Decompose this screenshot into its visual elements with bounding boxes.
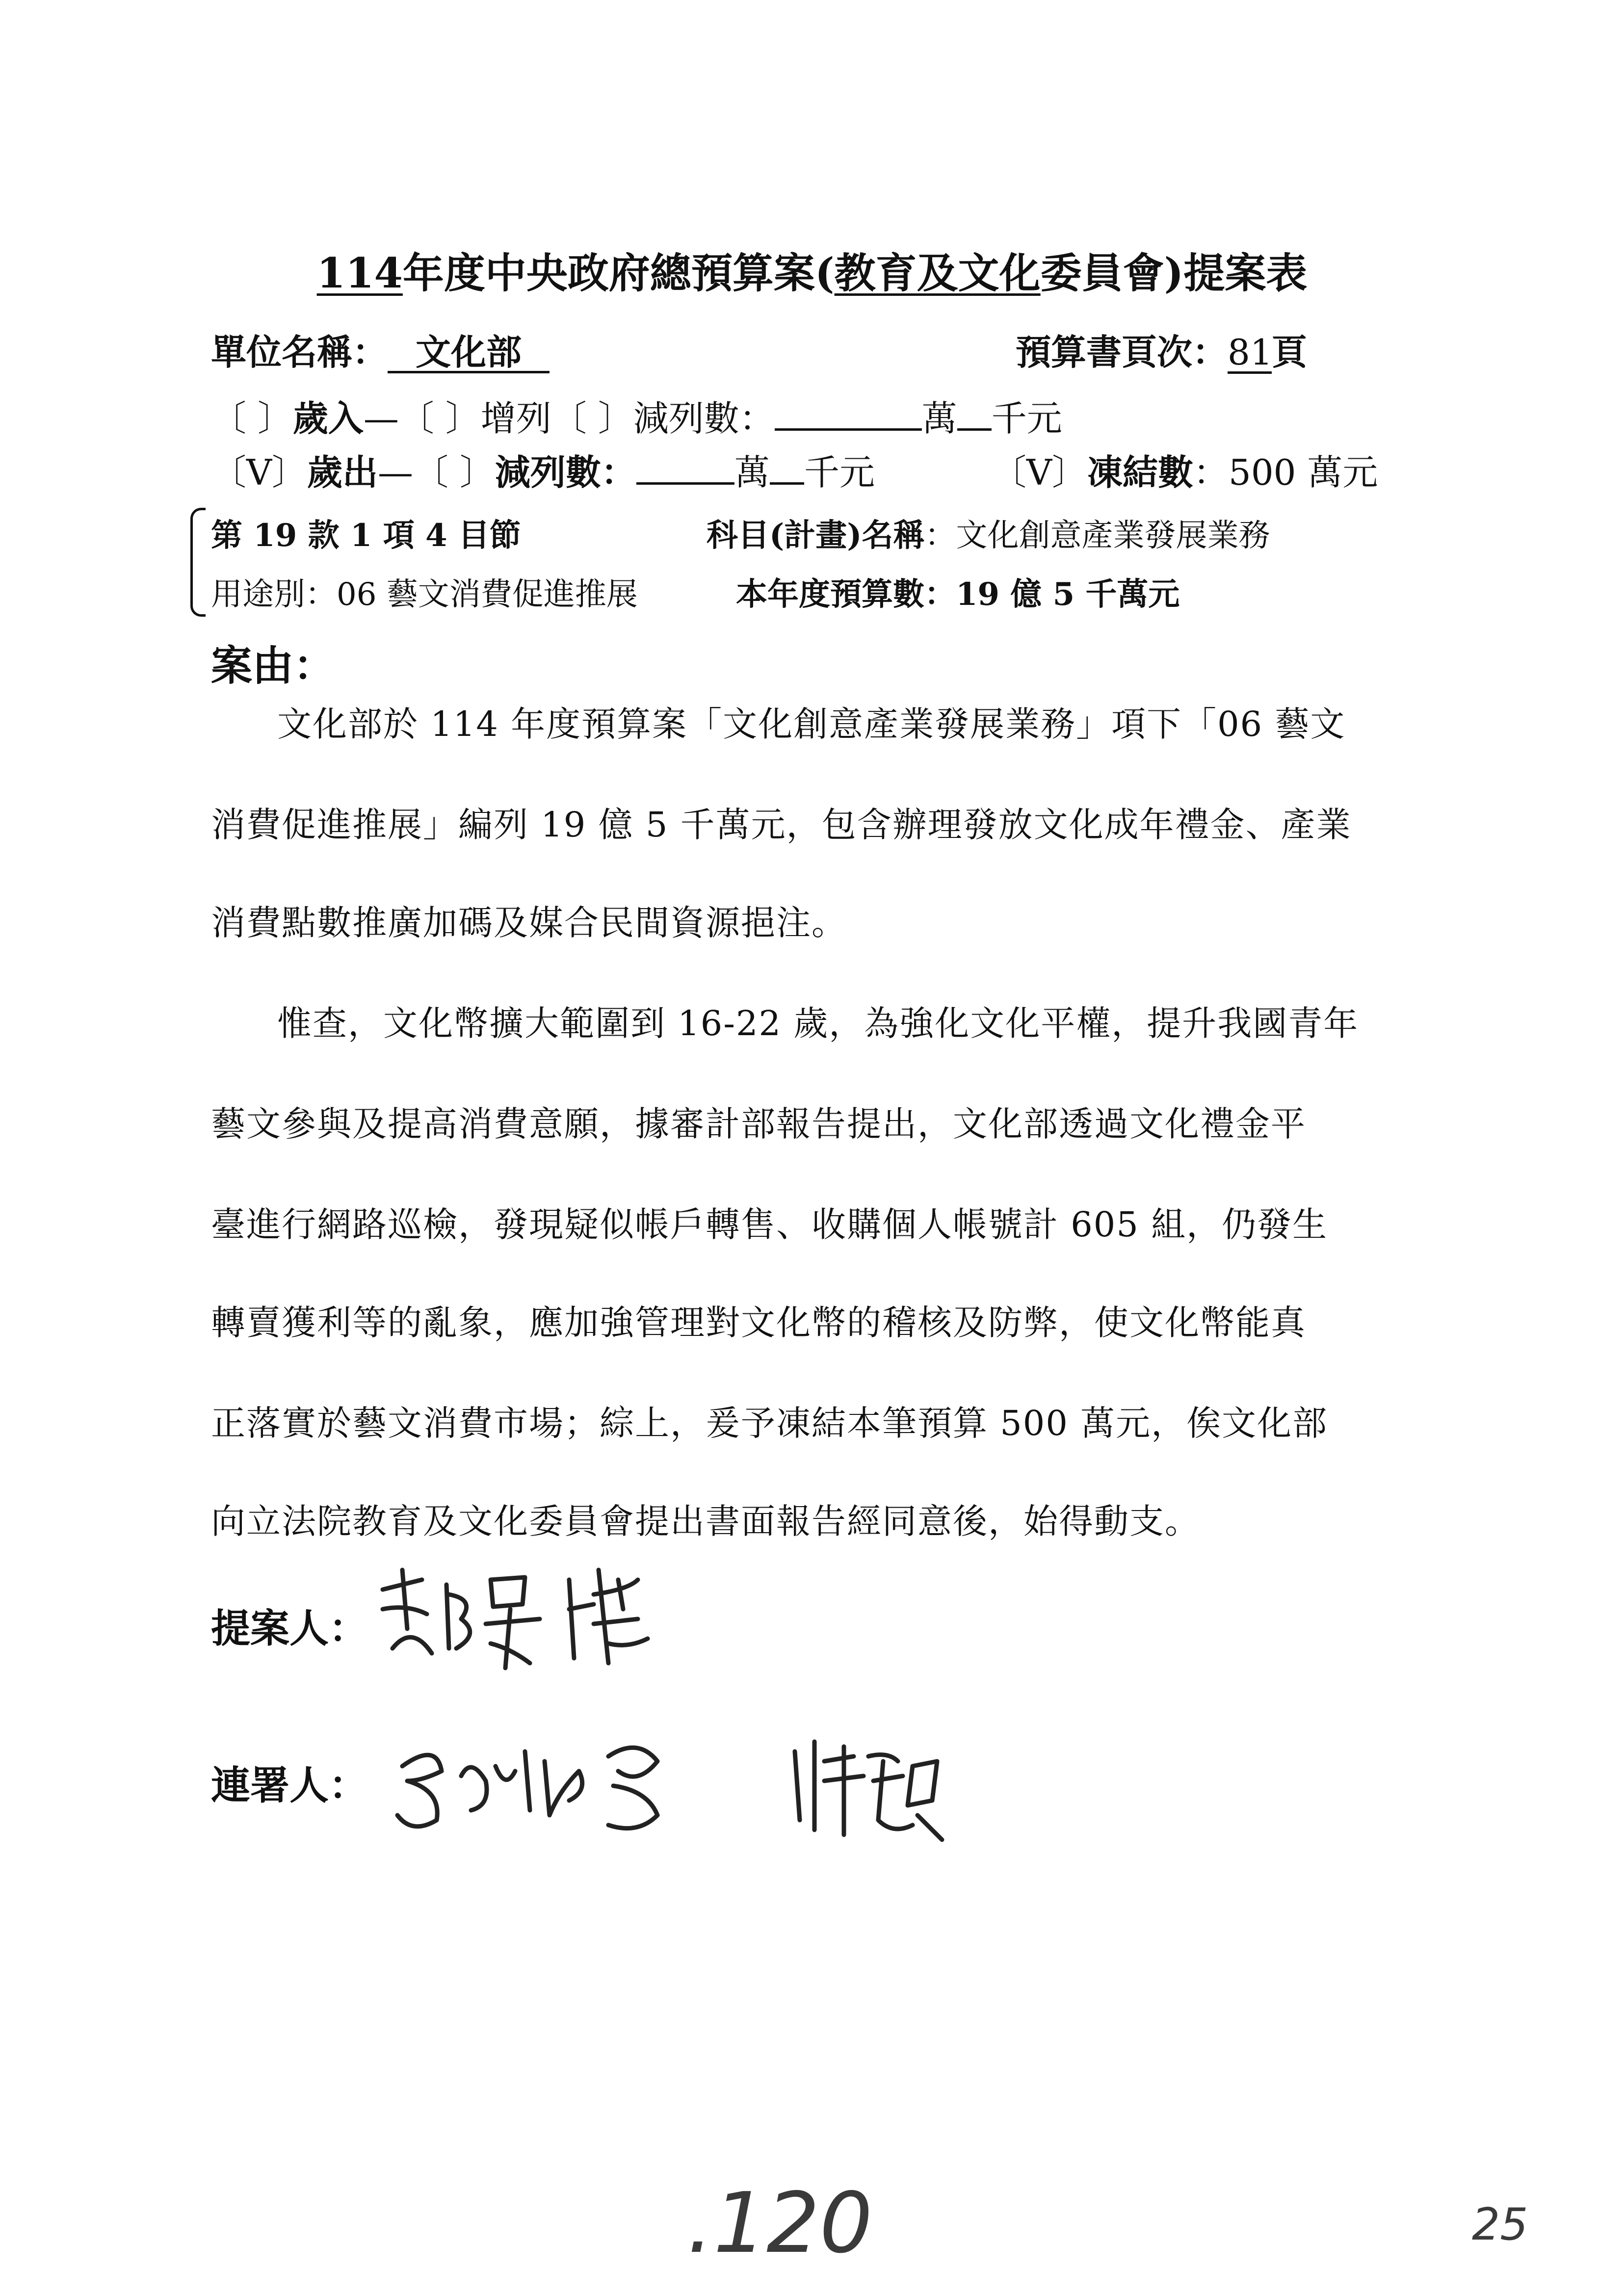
proposer-signature: [363, 1550, 707, 1678]
proposer-label: 提案人：: [211, 1605, 368, 1651]
annual-budget-label: 本年度預算數：: [736, 576, 956, 613]
handwritten-page-number: [677, 2178, 932, 2271]
corner-number-text: 25: [1472, 2199, 1528, 2250]
case-line: 向立法院教育及文化委員會提出書面報告經同意後，始得動支。: [211, 1501, 1200, 1541]
subject-row: [707, 510, 1270, 555]
corner-number: [1467, 2193, 1565, 2252]
expense-checkbox: 〔V〕: [211, 452, 307, 493]
expense-row: [211, 444, 875, 495]
revenue-label: 歲入: [292, 397, 364, 439]
increase-checkbox: 〔 〕: [398, 398, 481, 439]
unit-name-label: 單位名稱：: [211, 331, 388, 373]
expense-decrease-label: 減列數：: [495, 451, 636, 493]
expense-unit-thousand: 千元: [804, 452, 875, 493]
title-part2: 委員會)提案表: [1040, 249, 1308, 297]
purpose-label: 用途別：: [211, 576, 337, 613]
freeze-value: ：500 萬元: [1193, 452, 1378, 493]
case-line: 惟查，文化幣擴大範圍到 16-22 歲，為強化文化平權，提升我國青年: [277, 1003, 1359, 1044]
title-year: 114: [316, 249, 403, 297]
case-line: 消費促進推展」編列 19 億 5 千萬元，包含辦理發放文化成年禮金、產業: [211, 805, 1352, 845]
unit-name-value: 文化部: [388, 334, 550, 373]
expense-decrease-checkbox: 〔 〕: [413, 452, 495, 493]
case-line: 文化部於 114 年度預算案「文化創意產業發展業務」項下「06 藝文: [277, 704, 1346, 744]
case-line: 臺進行網路巡檢，發現疑似帳戶轉售、收購個人帳號計 605 組，仍發生: [211, 1204, 1328, 1245]
case-heading: 案由：: [211, 641, 335, 690]
form-title: [0, 240, 1624, 300]
case-line: 轉賣獲利等的亂象，應加強管理對文化幣的稽核及防弊，使文化幣能真: [211, 1303, 1306, 1343]
title-committee: 教育及文化: [834, 249, 1041, 297]
revenue-decrease-label: 減列數：: [633, 398, 775, 439]
revenue-amount-blank: [775, 428, 922, 431]
budget-page-label: 預算書頁次：: [1016, 331, 1228, 373]
decrease-checkbox: 〔 〕: [551, 398, 633, 439]
expense-amount-blank: [636, 482, 734, 485]
case-line: 正落實於藝文消費市場；綜上，爰予凍結本筆預算 500 萬元，俟文化部: [211, 1403, 1328, 1443]
increase-label: 增列: [480, 398, 551, 439]
budget-page-value: 81: [1228, 332, 1273, 373]
annual-budget-row: [736, 569, 1179, 614]
revenue-unit-thousand: 千元: [991, 398, 1062, 439]
case-line: 藝文參與及提高消費意願，據審計部報告提出，文化部透過文化禮金平: [211, 1104, 1306, 1144]
revenue-thousand-blank: [957, 428, 992, 431]
expense-unit-wan: 萬: [734, 452, 770, 493]
expense-dash: —: [378, 452, 414, 493]
annual-budget-value: 19 億 5 千萬元: [956, 576, 1180, 613]
section-code: 第 19 款 1 項 4 目節: [211, 517, 521, 554]
expense-thousand-blank: [770, 482, 804, 485]
budget-page-row: [1016, 324, 1307, 375]
subject-label: 科目(計畫)名稱: [707, 517, 925, 554]
cosigners-label: 連署人：: [211, 1762, 368, 1808]
unit-name-row: [211, 324, 550, 375]
subject-value: ：文化創意產業發展業務: [924, 518, 1270, 554]
revenue-checkbox: 〔 〕: [211, 398, 293, 439]
purpose-value: 06 藝文消費促進推展: [337, 576, 638, 613]
section-brace: [190, 508, 206, 617]
revenue-dash: —: [363, 398, 399, 439]
revenue-row: [211, 390, 1062, 441]
case-line: 消費點數推廣加碼及媒合民間資源挹注。: [211, 903, 847, 943]
expense-label: 歲出: [307, 451, 378, 493]
purpose-row: [211, 569, 638, 614]
cosigner-signatures: [383, 1707, 1070, 1854]
freeze-row: [991, 444, 1378, 495]
page-number-text: .120: [687, 2178, 873, 2271]
title-part1: 年度中央政府總預算案(: [402, 249, 835, 297]
revenue-unit-wan: 萬: [921, 398, 957, 439]
freeze-label: 凍結數: [1087, 451, 1194, 493]
freeze-checkbox: 〔V〕: [991, 452, 1087, 493]
budget-page-suffix: 頁: [1272, 331, 1308, 373]
